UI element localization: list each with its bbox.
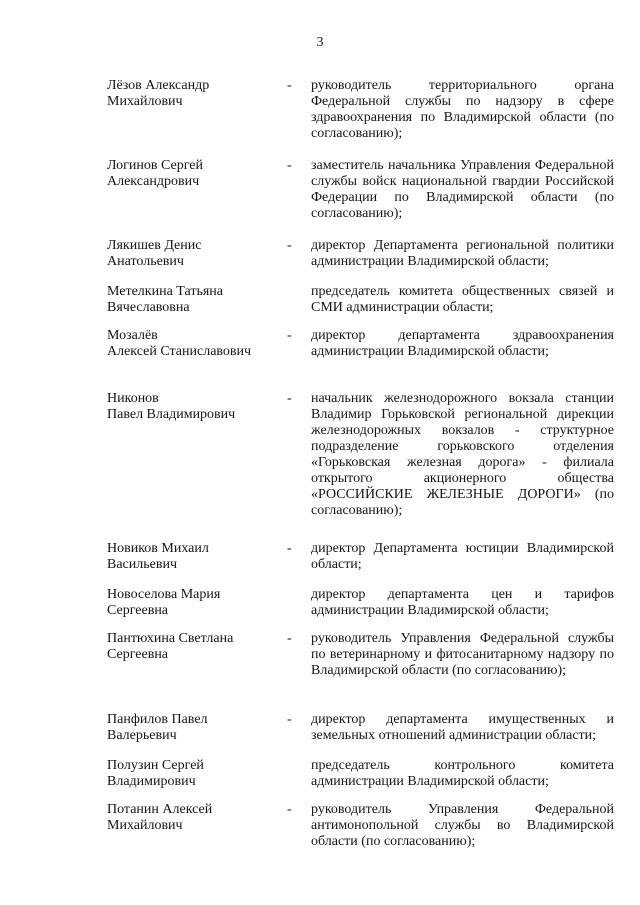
entry-dash: - (287, 391, 292, 406)
entry-dash: - (287, 328, 292, 343)
person-position: директор департамента имущественных и земельных отношений администрации области; (311, 712, 614, 743)
person-name: Никонов Павел Владимирович (107, 391, 236, 422)
entry-dash: - (287, 541, 292, 556)
person-position: директор департамента цен и тарифов администрации Владимирской области; (311, 587, 614, 618)
person-position: председатель контрольного комитета администрации Владимирской области; (311, 758, 614, 789)
person-name: Панфилов Павел Валерьевич (107, 712, 208, 743)
person-name: Пантюхина Светлана Сергеевна (107, 631, 234, 662)
person-position: председатель комитета общественных связей и СМИ администрации области; (311, 284, 614, 315)
entry-dash: - (287, 712, 292, 727)
person-position: директор Департамента региональной политики администрации Владимирской области; (311, 238, 614, 269)
person-name: Метелкина Татьяна Вячеславовна (107, 284, 223, 315)
person-position: руководитель Управления Федеральной антимонопольной службы во Владимирской области (по согласованию); (311, 802, 614, 849)
person-name: Новиков Михаил Васильевич (107, 541, 209, 572)
person-name: Логинов Сергей Александрович (107, 158, 203, 189)
person-position: директор департамента здравоохранения администрации Владимирской области; (311, 328, 614, 359)
entry-dash: - (287, 631, 292, 646)
person-name: Лёзов Александр Михайлович (107, 78, 210, 109)
entry-dash: - (287, 238, 292, 253)
entry-dash: - (287, 78, 292, 93)
entry-dash: - (287, 802, 292, 817)
person-position: руководитель территориального органа Федеральной службы по надзору в сфере здравоохранения по Владимирской области (по согласованию); (311, 78, 614, 141)
person-position: заместитель начальника Управления Федеральной службы войск национальной гвардии Российской Федерации по Владимирской области (по согласованию); (311, 158, 614, 221)
person-name: Мозалёв Алексей Станиславович (107, 328, 252, 359)
person-position: начальник железнодорожного вокзала станции Владимир Горьковской региональной дирекции железнодорожных вокзалов - структурное подразделение горьковского отделения «Горьковская железная дорога» - филиала открытого акционерного общества «РОССИЙСКИЕ ЖЕЛЕЗНЫЕ ДОРОГИ» (по согласованию); (311, 391, 614, 518)
page-number: 3 (316, 35, 324, 50)
person-position: руководитель Управления Федеральной службы по ветеринарному и фитосанитарному надзору по Владимирской области (по согласованию); (311, 631, 614, 678)
person-name: Новоселова Мария Сергеевна (107, 587, 221, 618)
person-name: Потанин Алексей Михайлович (107, 802, 213, 833)
person-position: директор Департамента юстиции Владимирской области; (311, 541, 614, 572)
entry-dash: - (287, 158, 292, 173)
person-name: Лякишев Денис Анатольевич (107, 238, 202, 269)
person-name: Полузин Сергей Владимирович (107, 758, 204, 789)
